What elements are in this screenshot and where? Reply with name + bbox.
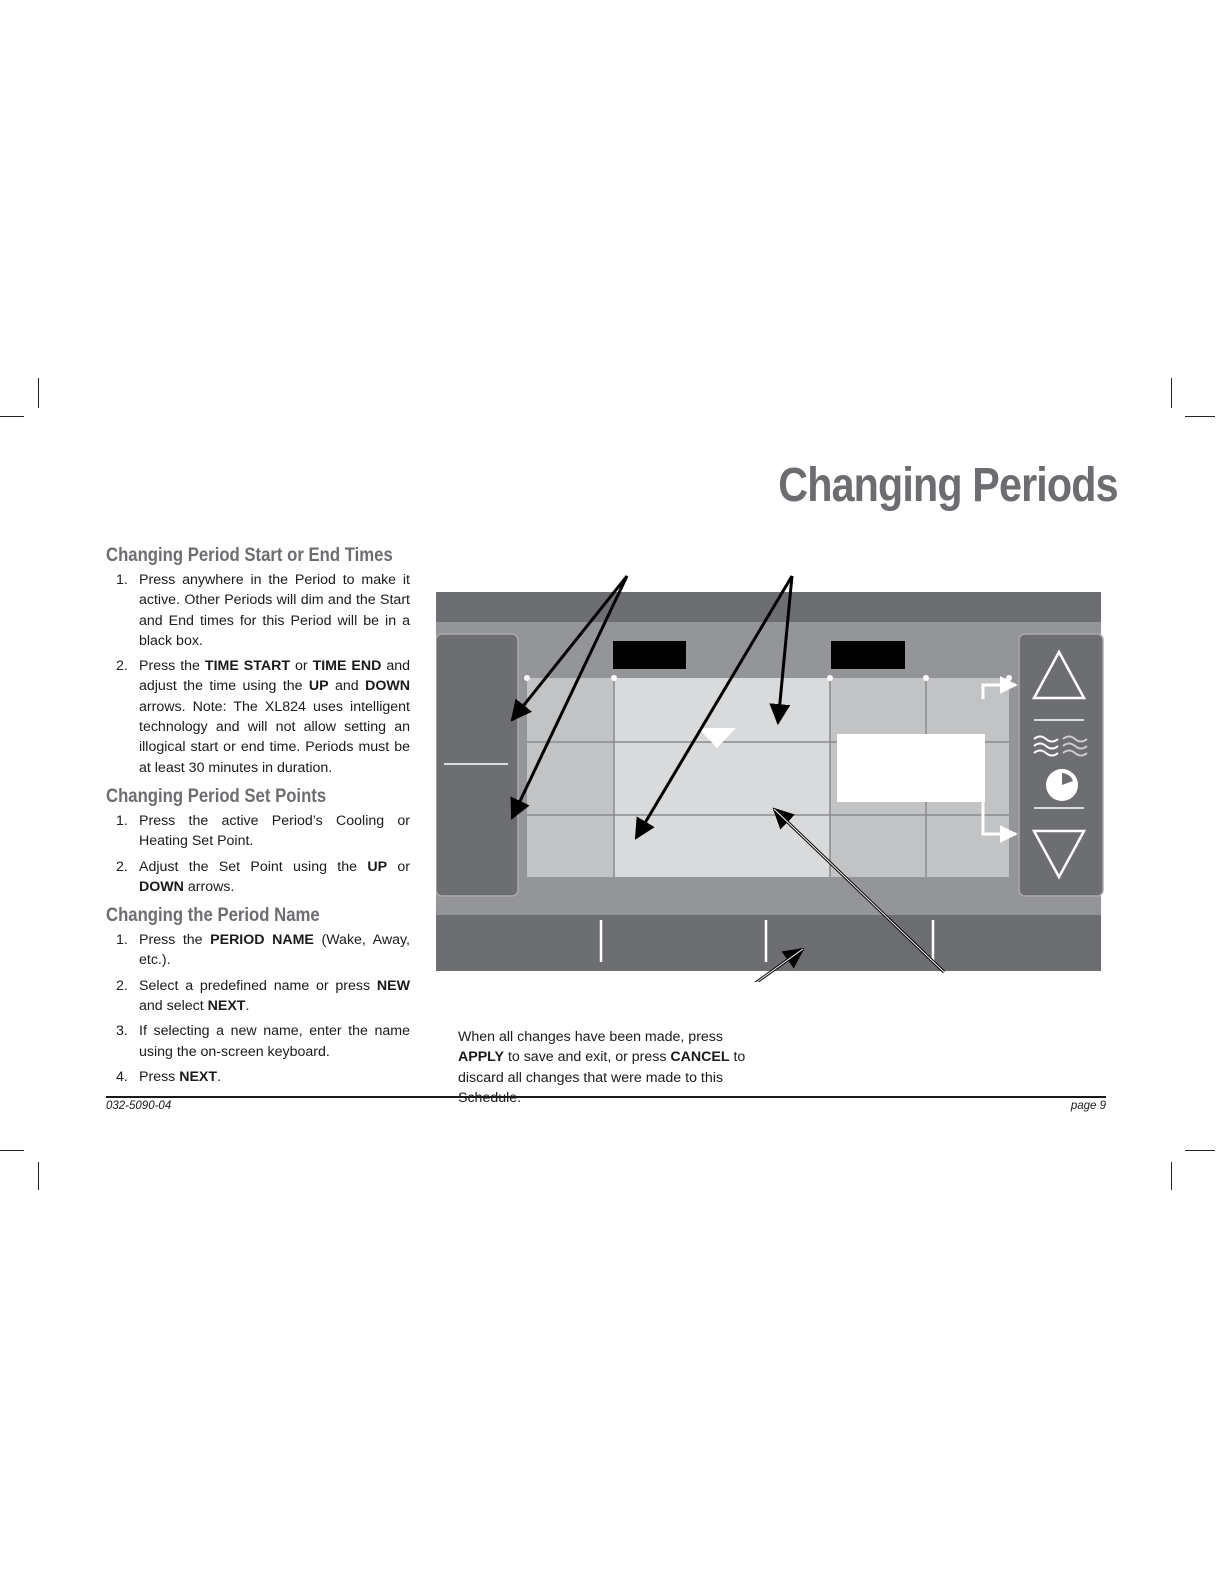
- step-list: [106, 570, 410, 778]
- text-run: arrows.: [183, 878, 235, 895]
- active-period-column[interactable]: [614, 678, 830, 877]
- text-run: Adjust the Set Point using the: [139, 858, 368, 875]
- time-end-box[interactable]: [831, 641, 905, 669]
- text-run: arrows. Note: The XL824 uses intelligent technology and will not allow setting an illogical start or end time. Periods must be at least 30 minutes in duration.: [139, 698, 410, 776]
- bold-term: APPLY: [458, 1049, 504, 1066]
- step-item: [106, 811, 410, 852]
- bold-term: DOWN: [139, 878, 184, 895]
- bold-term: TIME END: [312, 658, 382, 675]
- schedule-screen-illustration: [436, 572, 1106, 982]
- crop-mark: [38, 378, 39, 408]
- page-title: Changing Periods: [778, 459, 1118, 512]
- bold-term: NEXT: [207, 998, 246, 1015]
- step-item: [106, 930, 410, 971]
- step-item: [106, 656, 410, 778]
- screen-bottom-bar: [436, 915, 1101, 971]
- period-name-panel[interactable]: [436, 634, 518, 896]
- step-list: [106, 930, 410, 1087]
- bold-term: PERIOD NAME: [210, 932, 314, 949]
- step-number: 4.: [116, 1068, 128, 1085]
- text-run: Press: [139, 1068, 180, 1085]
- section-heading: Changing the Period Name: [106, 905, 320, 927]
- clock-icon: [1046, 769, 1078, 801]
- step-item: [106, 857, 410, 898]
- bold-term: TIME START: [204, 658, 291, 675]
- text-run: and adjust the time using the: [139, 658, 411, 695]
- arrow-control-panel: [1019, 634, 1103, 896]
- crop-mark: [1185, 416, 1215, 417]
- step-item: [106, 570, 410, 651]
- bold-term: UP: [308, 678, 329, 695]
- step-item: [106, 1021, 410, 1062]
- time-start-box[interactable]: [613, 641, 686, 669]
- section-heading: Changing Period Start or End Times: [106, 545, 393, 566]
- section-heading: Changing Period Set Points: [106, 785, 327, 807]
- step-number: 2.: [116, 977, 128, 994]
- text-run: or: [290, 658, 313, 675]
- crop-mark: [0, 1150, 24, 1151]
- step-number: 1.: [116, 812, 128, 829]
- instructions-column: [106, 545, 410, 1095]
- crop-mark: [0, 416, 24, 417]
- crop-mark: [1185, 1150, 1215, 1151]
- doc-number: 032-5090-04: [106, 1100, 172, 1112]
- text-run: (Wake, Away, etc.).: [139, 932, 410, 969]
- text-run: Press the active Period’s Cooling or Heating Set Point.: [139, 812, 410, 850]
- text-run: and select: [139, 998, 208, 1015]
- text-run: If selecting a new name, enter the name using the on-screen keyboard.: [139, 1023, 410, 1060]
- step-number: 2.: [116, 858, 128, 875]
- text-run: to discard all changes that were made to this: [458, 1049, 746, 1086]
- bold-term: NEW: [376, 977, 410, 994]
- footer-rule: [106, 1096, 1106, 1098]
- step-item: [106, 976, 410, 1017]
- bold-term: NEXT: [179, 1068, 218, 1085]
- schedule-grid[interactable]: [524, 675, 1012, 877]
- info-box: [837, 734, 985, 802]
- text-run: to save and exit, or press: [504, 1049, 671, 1066]
- step-number: 3.: [116, 1023, 128, 1040]
- text-run: Press the: [139, 932, 211, 949]
- text-run: Press anywhere in the Period to make it active. Other Periods will dim and the Start and End times for this Period will be in a black box.: [139, 572, 410, 649]
- crop-mark: [38, 1162, 39, 1190]
- text-run: and: [328, 678, 366, 695]
- step-number: 1.: [116, 572, 128, 588]
- step-number: 2.: [116, 658, 128, 675]
- text-run: Press the: [139, 658, 205, 675]
- text-run: Select a predefined name or press: [139, 977, 377, 994]
- bold-term: CANCEL: [670, 1049, 730, 1066]
- page-number: page 9: [1070, 1100, 1106, 1112]
- step-item: [106, 1067, 410, 1087]
- bold-term: DOWN: [365, 678, 410, 695]
- crop-mark: [1171, 1162, 1172, 1190]
- text-run: or: [387, 858, 410, 875]
- text-run: When all changes have been made, press: [458, 1029, 723, 1045]
- text-run: .: [217, 1068, 222, 1085]
- step-list: [106, 811, 410, 897]
- bold-term: UP: [367, 858, 388, 875]
- crop-mark: [1171, 378, 1172, 408]
- text-run: .: [245, 998, 250, 1015]
- step-number: 1.: [116, 932, 128, 949]
